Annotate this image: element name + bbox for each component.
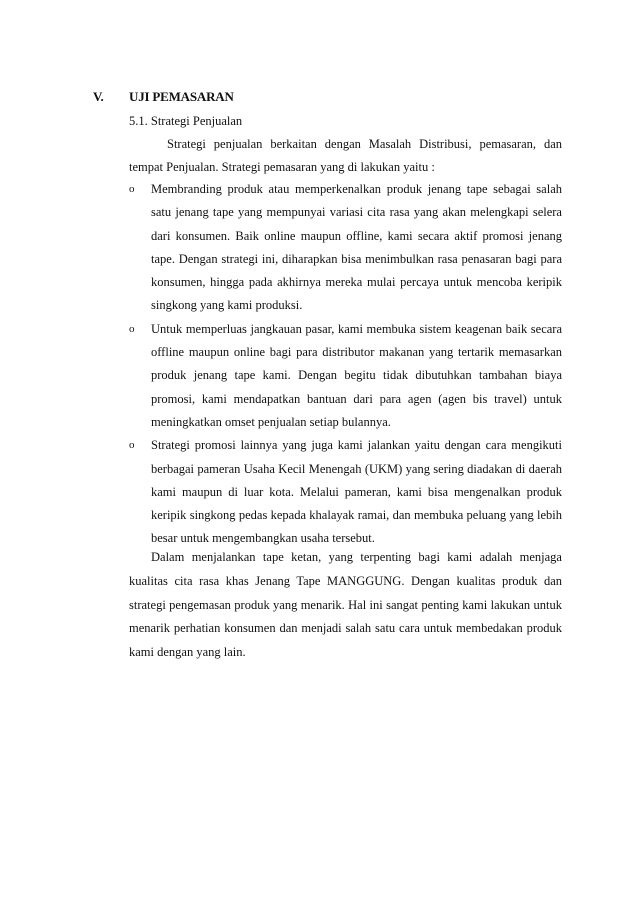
bullet-marker: o	[129, 183, 135, 195]
list-item	[129, 178, 562, 318]
list-item-text: Strategi promosi lainnya yang juga kami jalankan yaitu dengan cara mengikuti berbagai pameran Usaha Kecil Menengah (UKM) yang sering diadakan di daerah kami maupun di luar kota. Melalui pameran, kami bisa mengenalkan produk keripik singkong pedas kepada khalayak ramai, dan membuka peluang yang lebih besar untuk mengembangkan usaha tersebut.	[151, 438, 562, 546]
section-heading	[93, 89, 234, 105]
subsection-title: 5.1. Strategi Penjualan	[129, 114, 243, 128]
bullet-marker: o	[129, 322, 135, 335]
list-item-text: Untuk memperluas jangkauan pasar, kami membuka sistem keagenan baik secara offline maupun online bagi para distributor makanan yang tertarik memasarkan produk jenang tape kami. Dengan begitu tidak dibutuhkan tambahan biaya promosi, kami mendapatkan bantuan dari para agen (agen bis travel) untuk meningkatkan omset penjualan setiap bulannya.	[151, 321, 562, 429]
section-title: UJI PEMASARAN	[129, 89, 234, 104]
strategy-list	[129, 178, 562, 551]
closing-paragraph: Dalam menjalankan tape ketan, yang terpenting bagi kami adalah menjaga kualitas cita rasa khas Jenang Tape MANGGUNG. Dengan kualitas produk dan strategi pengemasan produk yang menarik. Hal ini sangat penting kami lakukan untuk menarik perhatian konsumen dan menjadi salah satu cara untuk membedakan produk kami dengan yang lain.	[129, 550, 562, 660]
list-item	[129, 318, 562, 434]
bullet-marker: o	[129, 439, 135, 452]
list-item	[129, 434, 562, 550]
intro-paragraph: Strategi penjualan berkaitan dengan Masalah Distribusi, pemasaran, dan tempat Penjualan. Strategi pemasaran yang di lakukan yaitu :	[129, 137, 562, 175]
list-item-text: Membranding produk atau memperkenalkan produk jenang tape sebagai salah satu jenang tape yang mempunyai variasi cita rasa yang akan melengkapi selera dari konsumen. Baik online maupun offline, kami secara aktif promosi jenang tape. Dengan strategi ini, diharapkan bisa menimbulkan rasa penasaran bagi para konsumen, hingga pada akhirnya mereka mulai percaya untuk mencoba keripik singkong yang kami produksi.	[151, 182, 562, 313]
section-number: V.	[93, 89, 104, 104]
